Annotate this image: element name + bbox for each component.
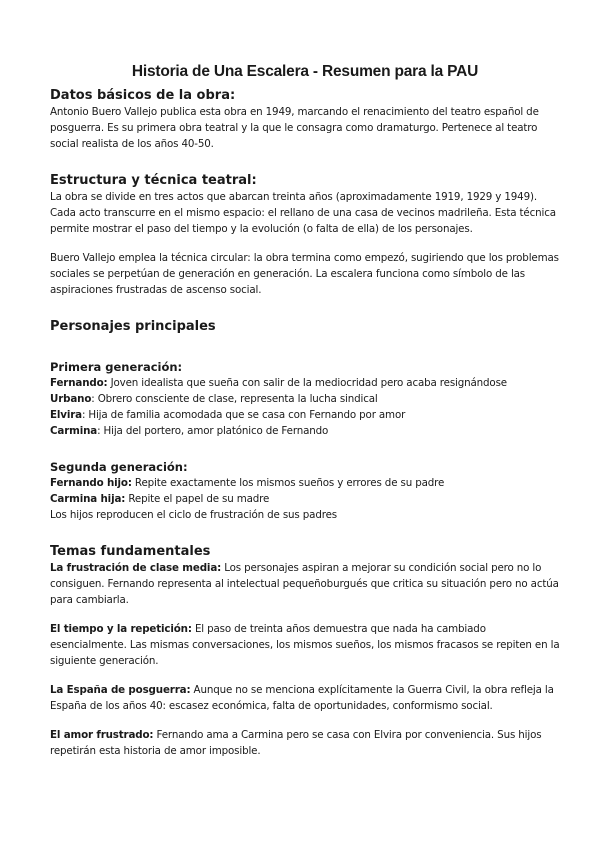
datos-text: Antonio Buero Vallejo publica esta obra en 1949, marcando el renacimiento del teatro español de posguerra. Es su primera obra teatral y la que le consagra como dramaturgo. Pertenece al teatro social realista de los años 40-50. <box>50 106 539 150</box>
character-line: Urbano: Obrero consciente de clase, representa la lucha sindical <box>50 393 378 405</box>
gen2-note: Los hijos reproducen el ciclo de frustración de sus padres <box>50 509 337 521</box>
temas-heading: Temas fundamentales <box>50 544 211 559</box>
personajes-heading: Personajes principales <box>50 319 216 334</box>
gen1-heading: Primera generación: <box>50 360 183 374</box>
character-line: Elvira: Hija de familia acomodada que se casa con Fernando por amor <box>50 409 406 421</box>
character-line: Carmina: Hija del portero, amor platónico de Fernando <box>50 425 329 437</box>
theme-paragraph: El tiempo y la repetición: El paso de treinta años demuestra que nada ha cambiado esencialmente. Las mismas conversaciones, los mismos sueños, los mismos fracasos se repiten en la siguiente generación. <box>50 623 560 667</box>
document-page <box>50 62 560 759</box>
datos-heading: Datos básicos de la obra: <box>50 88 236 103</box>
character-line: Fernando: Joven idealista que sueña con salir de la mediocridad pero acaba resignándose <box>50 377 507 389</box>
estructura-paragraph-1: La obra se divide en tres actos que abarcan treinta años (aproximadamente 1919, 1929 y 1949). Cada acto transcurre en el mismo espacio: el rellano de una casa de vecinos madrileña. Esta técnica permite mostrar el paso del tiempo y la evolución (o falta de ella) de los personajes. <box>50 191 556 235</box>
character-line: Carmina hija: Repite el papel de su madre <box>50 493 270 505</box>
estructura-paragraph-2: Buero Vallejo emplea la técnica circular: la obra termina como empezó, sugiriendo que los problemas sociales se perpetúan de generación en generación. La escalera funciona como símbolo de las aspiraciones frustradas de ascenso social. <box>50 252 559 296</box>
estructura-heading: Estructura y técnica teatral: <box>50 173 257 188</box>
theme-paragraph: La España de posguerra: Aunque no se menciona explícitamente la Guerra Civil, la obra refleja la España de los años 40: escasez económica, falta de oportunidades, conformismo social. <box>50 684 554 712</box>
document-title: Historia de Una Escalera - Resumen para la PAU <box>131 63 479 80</box>
theme-paragraph: El amor frustrado: Fernando ama a Carmina pero se casa con Elvira por conveniencia. Sus hijos repetirán esta historia de amor imposible. <box>50 729 542 757</box>
character-line: Fernando hijo: Repite exactamente los mismos sueños y errores de su padre <box>50 477 445 489</box>
theme-paragraph: La frustración de clase media: Los personajes aspiran a mejorar su condición social pero no lo consiguen. Fernando representa al intelectual pequeñoburgués que critica su situación pero no actúa para cambiarla. <box>50 562 559 606</box>
gen2-heading: Segunda generación: <box>50 460 188 474</box>
